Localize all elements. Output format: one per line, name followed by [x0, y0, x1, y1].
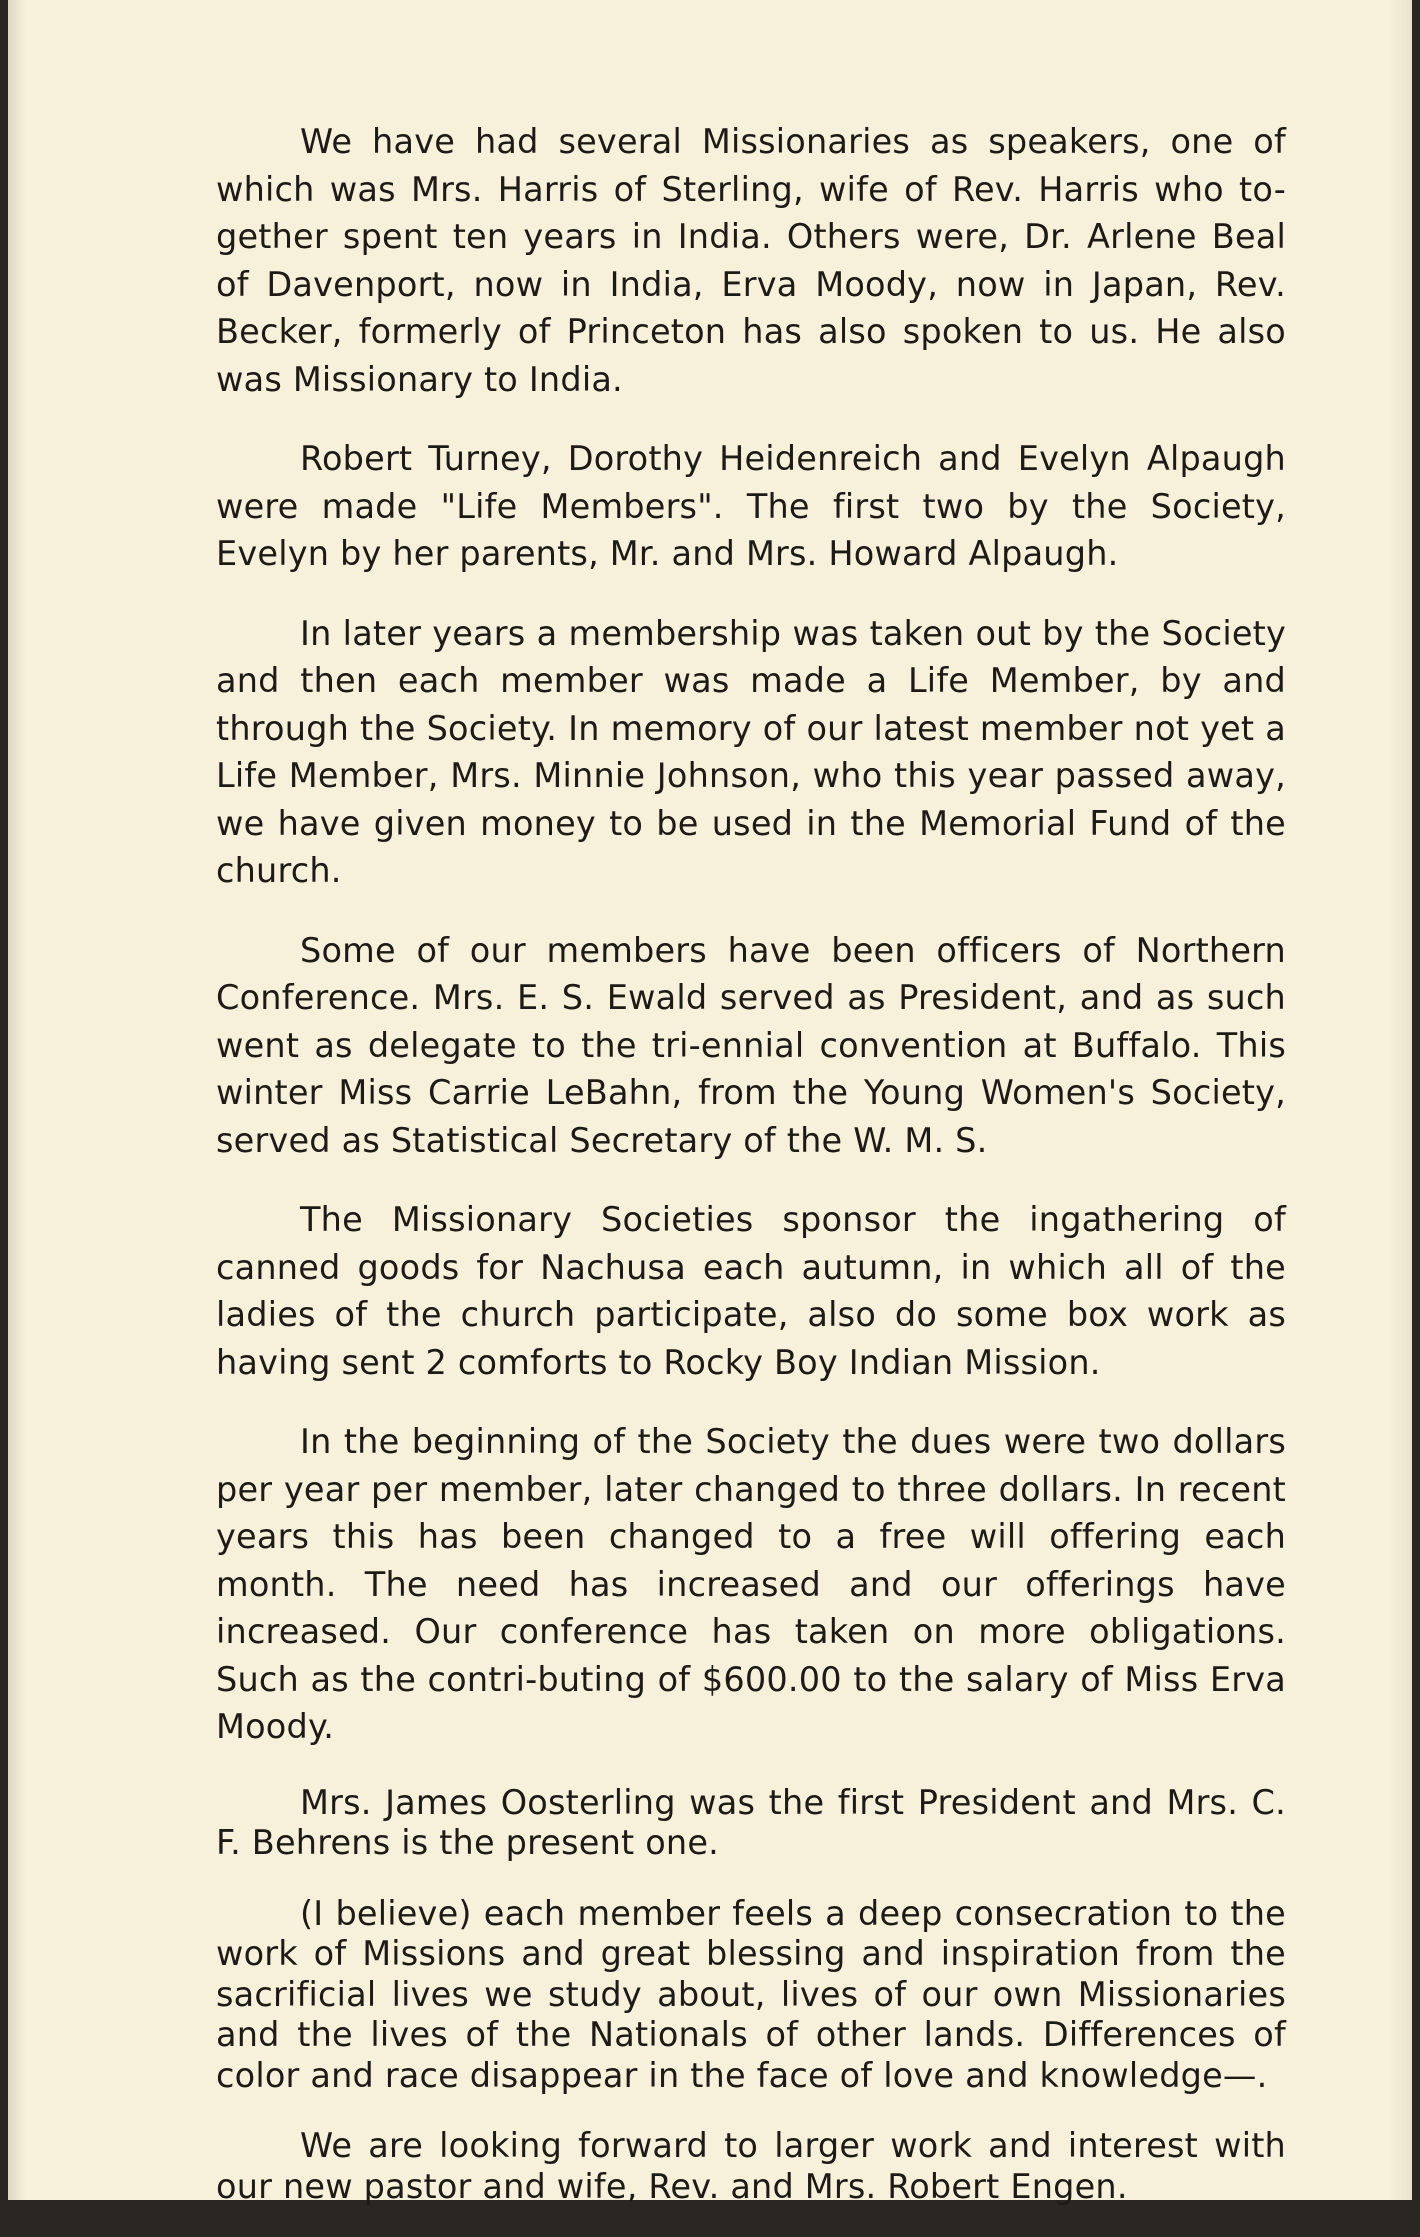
paragraph-ingathering: The Missionary Societies sponsor the ingathering of canned goods for Nachusa each autumn, in which all of the ladies of the church participate, also do some box work as having sent 2 comforts to Rocky Boy Indian Mission. — [216, 1200, 1286, 1382]
paragraph-presidents: Mrs. James Oosterling was the first President and Mrs. C. F. Behrens is the present one. — [216, 1782, 1286, 1862]
paragraph-missionary-speakers: We have had several Missionaries as speakers, one of which was Mrs. Harris of Sterling, wife of Rev. Harris who to-gether spent ten years in India. Others were, Dr. Arlene Beal of Davenport, now in India, Erva Moody, now in Japan, Rev. Becker, formerly of Princeton has also spoken to us. He also was Missionary to India. — [216, 122, 1286, 399]
paragraph-membership: In later years a membership was taken out by the Society and then each member was made a Life Member, by and through the Society. In memory of our latest member not yet a Life Member, Mrs. Minnie Johnson, who this year passed away, we have given money to be used in the Memorial Fund of the church. — [216, 613, 1286, 890]
body-text — [216, 118, 1286, 2237]
paragraph-new-pastor: We are looking forward to larger work and interest with our new pastor and wife, Rev. and Mrs. Robert Engen. — [216, 2126, 1286, 2206]
paragraph-consecration: (I believe) each member feels a deep consecration to the work of Missions and great blessing and inspiration from the sacrificial lives we study about, lives of our own Missionaries and the lives of the Nationals of other lands. Differences of color and race disappear in the face of love and knowledge—. — [216, 1893, 1286, 2095]
paragraph-life-members: Robert Turney, Dorothy Heidenreich and Evelyn Alpaugh were made "Life Members". The first two by the Society, Evelyn by her parents, Mr. and Mrs. Howard Alpaugh. — [216, 439, 1286, 573]
paragraph-dues: In the beginning of the Society the dues were two dollars per year per member, later changed to three dollars. In recent years this has been changed to a free will offering each month. The need has increased and our offerings have increased. Our conference has taken on more obligations. Such as the contri-buting of $600.00 to the salary of Miss Erva Moody. — [216, 1422, 1286, 1746]
paragraph-conference-officers: Some of our members have been officers of Northern Conference. Mrs. E. S. Ewald served as President, and as such went as delegate to the tri-ennial convention at Buffalo. This winter Miss Carrie LeBahn, from the Young Women's Society, served as Statistical Secretary of the W. M. S. — [216, 930, 1286, 1160]
document-page — [8, 0, 1412, 2206]
